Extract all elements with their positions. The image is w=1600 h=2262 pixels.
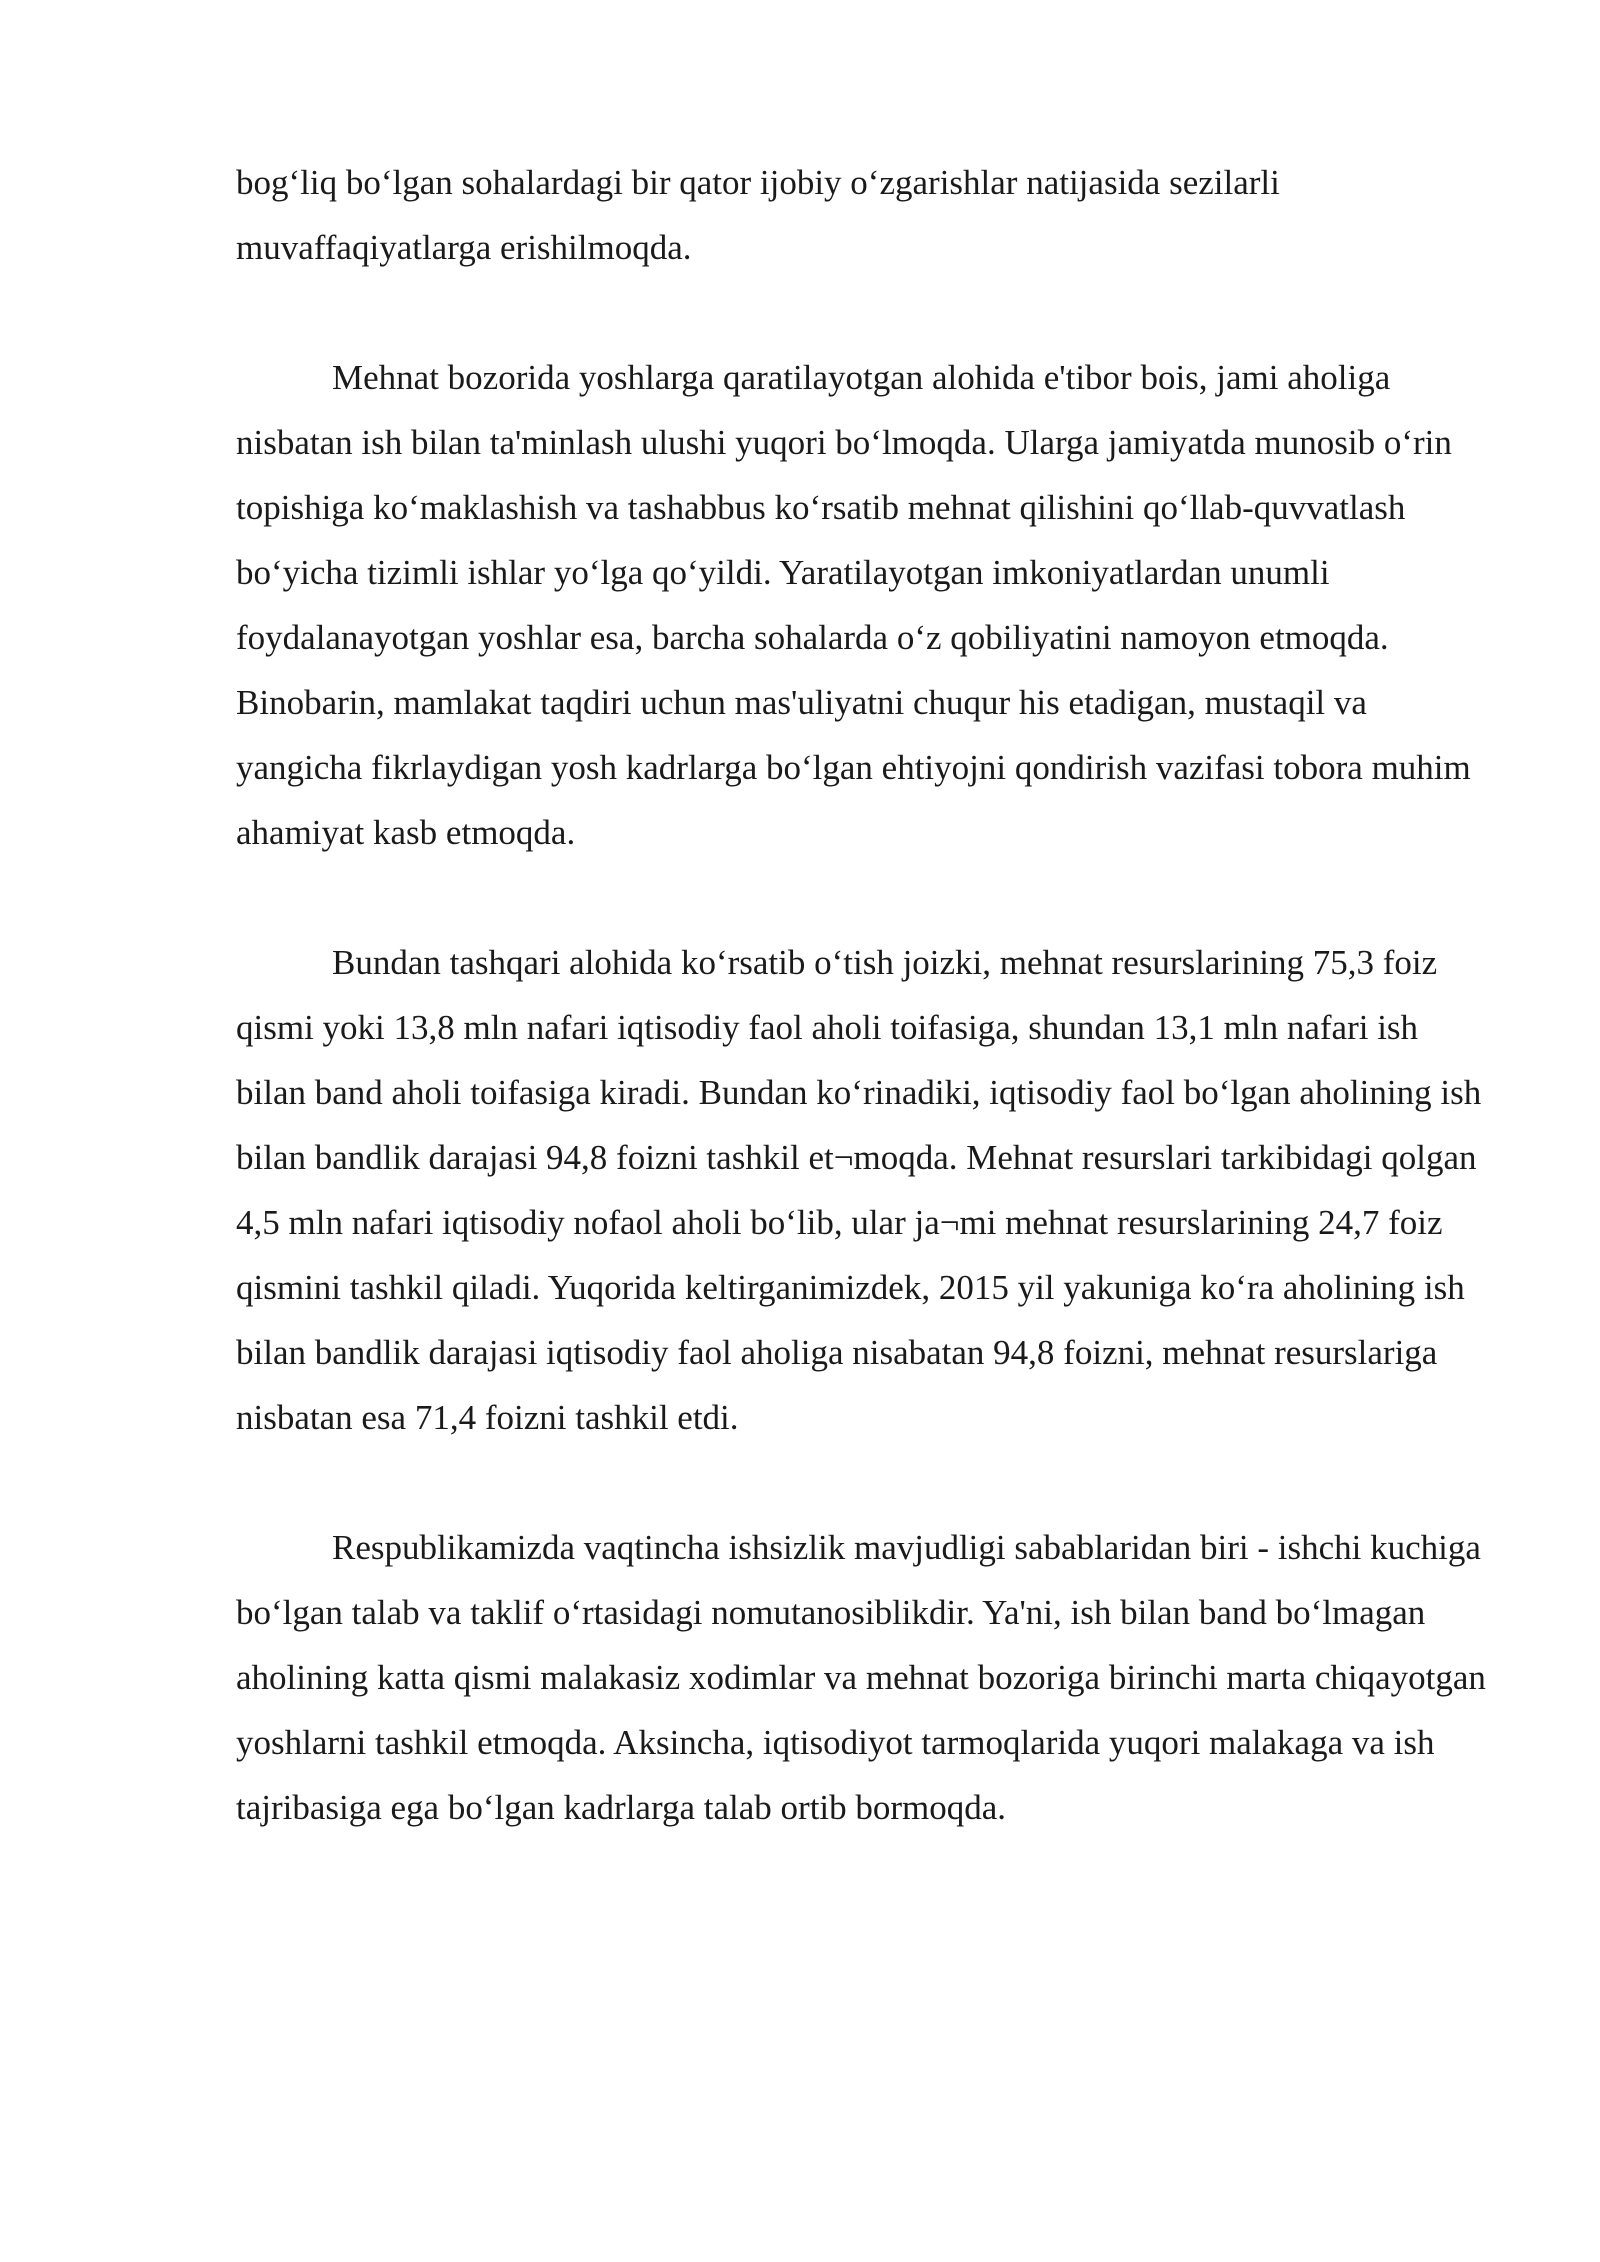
paragraph-labor-resources-statistics: Bundan tashqari alohida ko‘rsatib o‘tish joizki, mehnat resurslarining 75,3 foiz qismi yoki 13,8 mln nafari iqtisodiy faol aholi toifasiga, shundan 13,1 mln nafari ish bilan band aholi toifasiga kiradi. Bundan ko‘rinadiki, iqtisodiy faol bo‘lgan aholining ish bilan bandlik darajasi 94,8 foizni tashkil et¬moqda. Mehnat resurslari tarkibidagi qolgan 4,5 mln nafari iqtisodiy nofaol aholi bo‘lib, ular ja¬mi mehnat resurslarining 24,7 foiz qismini tashkil qiladi. Yuqorida keltirganimizdek, 2015 yil yakuniga ko‘ra aholining ish bilan bandlik darajasi iqtisodiy faol aholiga nisabatan 94,8 foizni, mehnat resurslariga nisbatan esa 71,4 foizni tashkil etdi. (236, 943, 1482, 1437)
paragraph-temporary-unemployment: Respublikamizda vaqtincha ishsizlik mavjudligi sabablaridan biri - ishchi kuchiga bo‘lgan talab va taklif o‘rtasidagi nomutanosiblikdir. Ya'ni, ish bilan band bo‘lmagan aholining katta qismi malakasiz xodimlar va mehnat bozoriga birinchi marta chiqayotgan yoshlarni tashkil etmoqda. Aksincha, iqtisodiyot tarmoqlarida yuqori malakaga va ish tajribasiga ega bo‘lgan kadrlarga talab ortib bormoqda. (236, 1528, 1486, 1827)
paragraph-continuation: bog‘liq bo‘lgan sohalardagi bir qator ijobiy o‘zgarishlar natijasida sezilarli muvaffaqiyatlarga erishilmoqda. (236, 163, 1280, 267)
document-body (236, 150, 1486, 1905)
paragraph-youth-labor-market: Mehnat bozorida yoshlarga qaratilayotgan alohida e'tibor bois, jami aholiga nisbatan ish bilan ta'minlash ulushi yuqori bo‘lmoqda. Ularga jamiyatda munosib o‘rin topishiga ko‘maklashish va tashabbus ko‘rsatib mehnat qilishini qo‘llab-quvvatlash bo‘yicha tizimli ishlar yo‘lga qo‘yildi. Yaratilayotgan imkoniyatlardan unumli foydalanayotgan yoshlar esa, barcha sohalarda o‘z qobiliyatini namoyon etmoqda. Binobarin, mamlakat taqdiri uchun mas'uliyatni chuqur his etadigan, mustaqil va yangicha fikrlaydigan yosh kadrlarga bo‘lgan ehtiyojni qondirish vazifasi tobora muhim ahamiyat kasb etmoqda. (236, 358, 1471, 852)
